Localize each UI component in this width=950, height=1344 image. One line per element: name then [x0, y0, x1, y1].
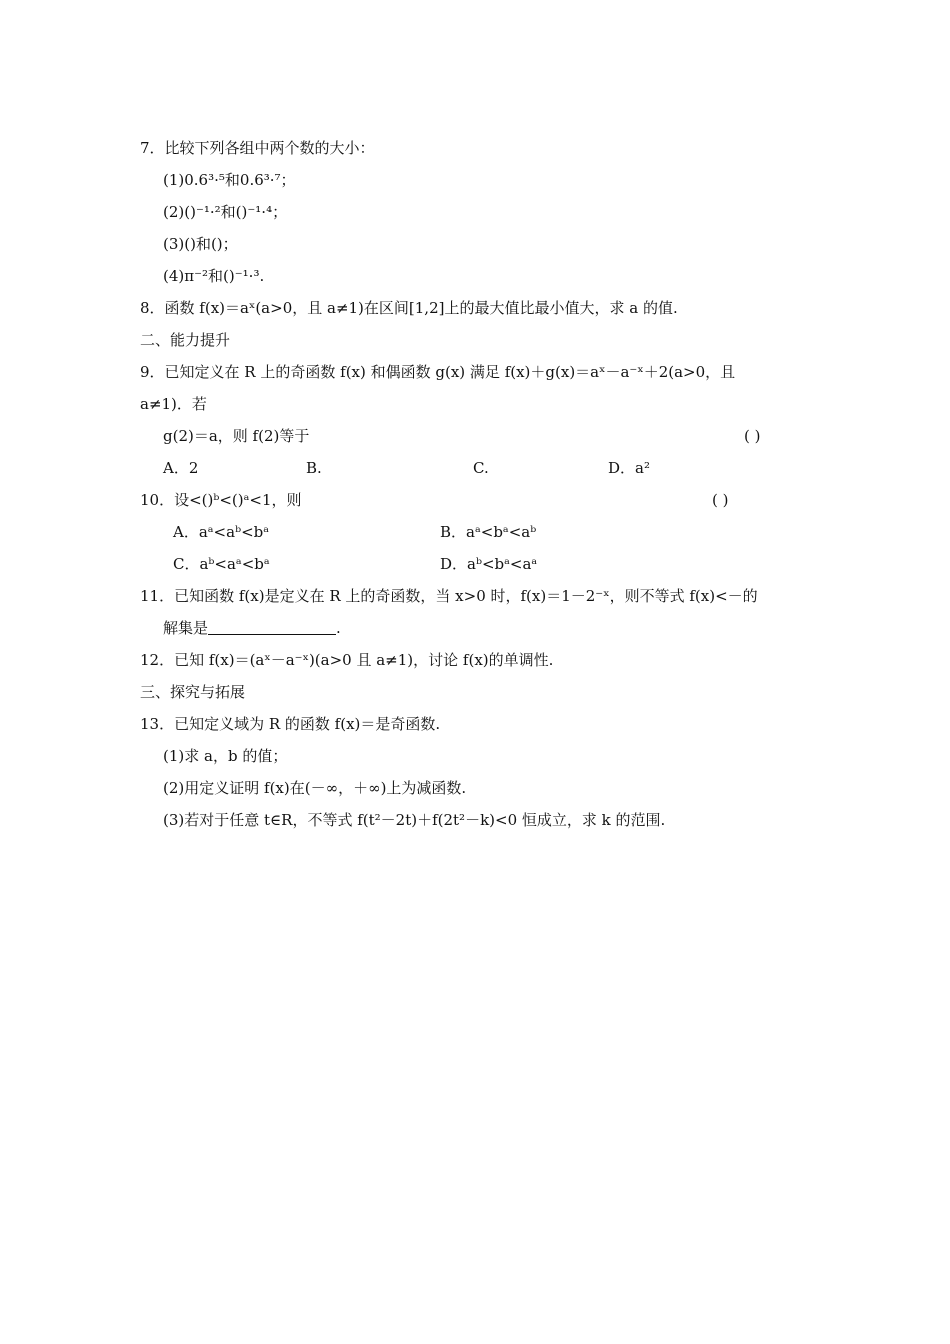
q11-suffix: .	[336, 619, 341, 637]
question-11-line-2	[163, 618, 341, 638]
question-7-item-1: (1)0.6³·⁵和0.6³·⁷；	[163, 171, 296, 189]
q9-option-d: D．a²	[608, 459, 650, 477]
question-7-item-3: (3)()和()；	[163, 235, 238, 253]
question-7-stem: 7．比较下列各组中两个数的大小：	[140, 139, 375, 157]
q10-option-b: B．aᵃ<bᵃ<aᵇ	[440, 523, 537, 541]
question-12: 12．已知 f(x)＝(aˣ－a⁻ˣ)(a>0 且 a≠1)，讨论 f(x)的单调性.	[140, 651, 554, 669]
q10-option-d: D．aᵇ<bᵃ<aᵃ	[440, 555, 538, 573]
question-13-item-3: (3)若对于任意 t∈R，不等式 f(t²－2t)＋f(2t²－k)<0 恒成立，求 k 的范围.	[163, 811, 666, 829]
question-13-stem: 13．已知定义域为 R 的函数 f(x)＝是奇函数.	[140, 715, 441, 733]
answer-blank	[208, 620, 336, 635]
question-9-line-1: 9．已知定义在 R 上的奇函数 f(x) 和偶函数 g(x) 满足 f(x)＋g(x)＝aˣ－a⁻ˣ＋2(a>0，且	[140, 363, 736, 381]
question-9-line-3: g(2)＝a，则 f(2)等于	[163, 427, 310, 445]
q10-option-a: A．aᵃ<aᵇ<bᵃ	[173, 523, 270, 541]
q9-option-a: A．2	[163, 459, 199, 477]
q11-prefix: 解集是	[163, 619, 209, 637]
answer-paren-q9: ( )	[744, 427, 761, 445]
section-heading-explore: 三、探究与拓展	[140, 683, 246, 701]
question-8: 8．函数 f(x)＝aˣ(a>0，且 a≠1)在区间[1,2]上的最大值比最小值大，求 a 的值.	[140, 299, 678, 317]
question-7-item-4: (4)π⁻²和()⁻¹·³.	[163, 267, 265, 285]
question-13-item-1: (1)求 a，b 的值；	[163, 747, 288, 765]
question-9-line-2: a≠1)．若	[140, 395, 207, 413]
q10-option-c: C．aᵇ<aᵃ<bᵃ	[173, 555, 270, 573]
q9-option-b: B.	[306, 459, 322, 477]
question-13-item-2: (2)用定义证明 f(x)在(－∞，＋∞)上为减函数.	[163, 779, 467, 797]
section-heading-ability: 二、能力提升	[140, 331, 231, 349]
answer-paren-q10: ( )	[712, 491, 729, 509]
q9-option-c: C.	[473, 459, 489, 477]
question-11-line-1: 11．已知函数 f(x)是定义在 R 上的奇函数，当 x>0 时，f(x)＝1－2⁻ˣ，则不等式 f(x)<－的	[140, 587, 758, 605]
question-10-stem: 10．设<()ᵇ<()ᵃ<1，则	[140, 491, 302, 509]
question-7-item-2: (2)()⁻¹·²和()⁻¹·⁴；	[163, 203, 288, 221]
